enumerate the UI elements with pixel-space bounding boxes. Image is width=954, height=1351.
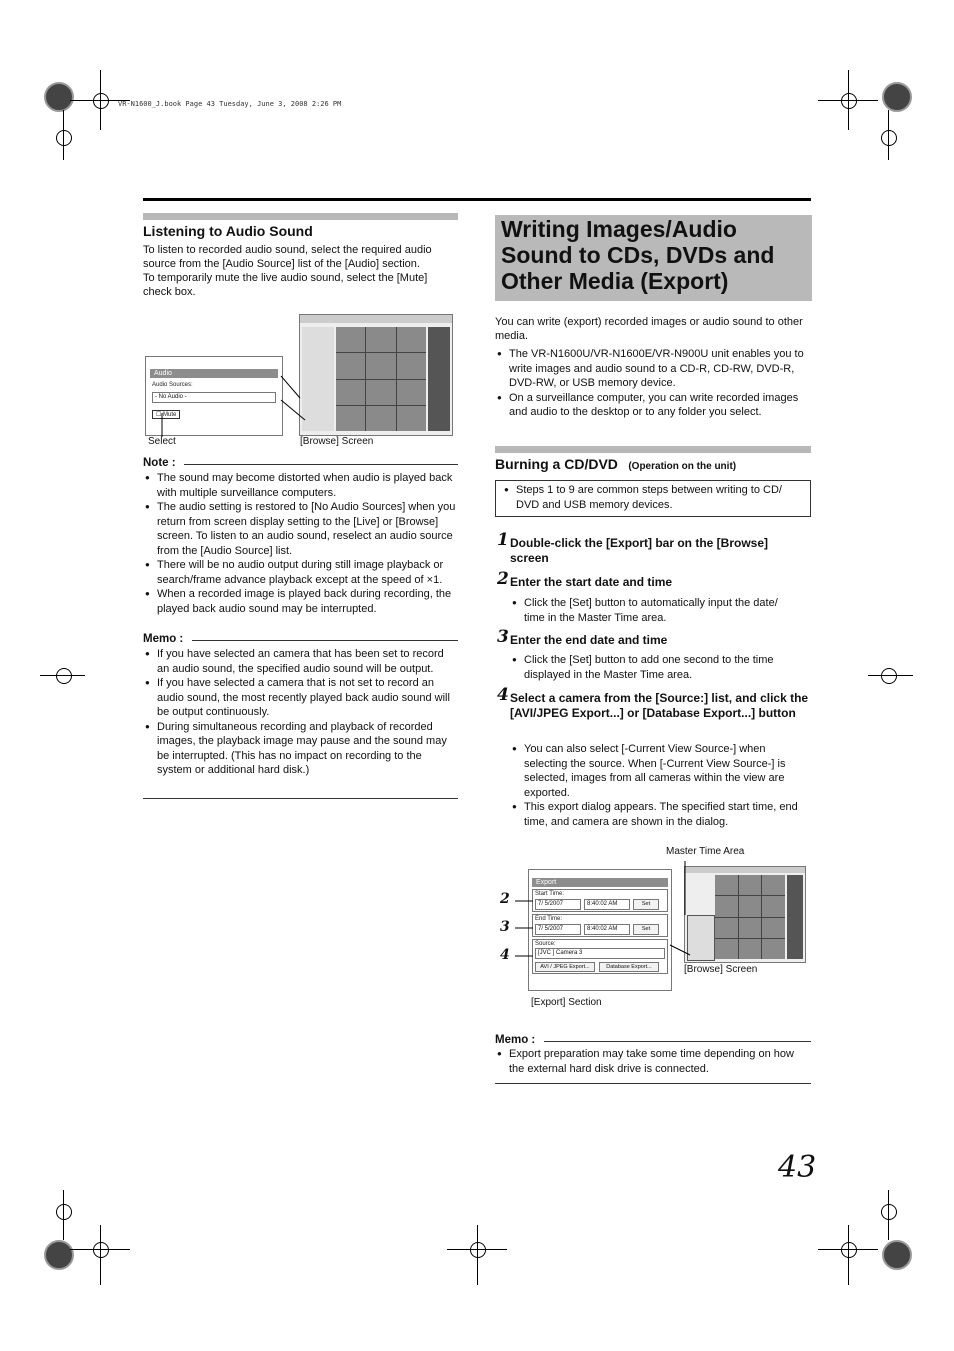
memo-label-right: Memo : [495, 1034, 536, 1046]
export-intro: You can write (export) recorded images or audio sound to other media. [495, 316, 803, 342]
start-time-field[interactable]: 8:40:02 AM [584, 899, 630, 910]
mute-checkbox[interactable]: ☐ Mute [152, 410, 180, 419]
callout-4: 4 [500, 947, 510, 963]
note-item: ● The audio setting is restored to [No Audio Sources] when you return from screen display setting to the [Live] or [Browse] screen. To listen to an audio sound, reselect an audio source from the [Audio Source] list. [143, 500, 458, 558]
caption-browse-screen-2: [Browse] Screen [684, 964, 758, 975]
main-title: Writing Images/Audio Sound to CDs, DVDs and Other Media (Export) [501, 216, 775, 294]
caption-master-time: Master Time Area [666, 846, 745, 857]
end-set-button[interactable]: Set [633, 924, 659, 935]
crosshair-icon [93, 1242, 109, 1258]
panel-title: Audio [150, 369, 278, 378]
registration-circle-icon [44, 1240, 74, 1270]
start-set-button[interactable]: Set [633, 899, 659, 910]
section-bar [143, 213, 458, 220]
step-number: 3 [497, 627, 509, 647]
memo-end-rule-right [495, 1083, 811, 1084]
export-panel-title: Export [532, 878, 668, 887]
subsection-bar [495, 446, 811, 453]
memo-rule-right [544, 1041, 811, 1042]
crosshair-icon [881, 1204, 897, 1220]
intro-text: To listen to recorded audio sound, select the required audio source from the [Audio Source] list of the [Audio] section. To temporarily mute the live audio sound, select the [Mute] check box. [143, 244, 432, 298]
crosshair-icon [841, 1242, 857, 1258]
memo-list-right [495, 1047, 811, 1076]
subsection-title [495, 456, 736, 474]
step-bullet: ● You can also select [-Current View Source-] when selecting the source. When [-Current View Source-] is selected, images from all cameras within the view are exported. [510, 742, 810, 800]
source-label: Source: [535, 941, 556, 947]
page-number: 43 [778, 1150, 817, 1185]
step-text: Enter the start date and time [510, 575, 673, 589]
crosshair-icon [881, 130, 897, 146]
step-bullet: ● Click the [Set] button to add one second to the time displayed in the Master Time area. [510, 653, 800, 682]
caption-browse-screen: [Browse] Screen [300, 436, 374, 447]
crosshair-icon [470, 1242, 486, 1258]
mute-label: Mute [163, 412, 177, 418]
step-bullet: ● This export dialog appears. The specified start time, end time, and camera are shown in the dialog. [510, 800, 810, 829]
common-steps-text: ● Steps 1 to 9 are common steps between writing to CD/ DVD and USB memory devices. [502, 483, 804, 512]
book-file-line: VR-N1600_J.book Page 43 Tuesday, June 3, 2008 2:26 PM [118, 100, 342, 108]
export-bullet: ● The VR-N1600U/VR-N1600E/VR-N900U unit enables you to write images and audio sound to a CD-R, CD-RW, DVD-R, DVD-RW, or USB memory device. [495, 347, 811, 391]
step-text: Enter the end date and time [510, 633, 668, 647]
callout-lines [140, 340, 310, 440]
note-item: ● When a recorded image is played back during recording, the played back audio sound may be interrupted. [143, 587, 458, 616]
step-text: Select a camera from the [Source:] list, and click the [AVI/JPEG Export...] or [Database Export...] button [510, 691, 809, 720]
export-bullets [495, 347, 811, 420]
start-time-label: Start Time: [535, 891, 565, 897]
memo-label: Memo : [143, 633, 184, 645]
panel-label: Audio Sources: [152, 382, 193, 388]
memo-item: ● During simultaneous recording and playback of recorded images, the playback image may pause and the sound may be interrupted. (This has no impact on recording to the system or additional hard disk.) [143, 720, 458, 778]
export-bullet: ● On a surveillance computer, you can write recorded images and audio to the desktop or to any folder you select. [495, 391, 811, 420]
operation-note: (Operation on the unit) [628, 461, 737, 472]
note-item: ● The sound may become distorted when audio is played back with multiple surveillance computers. [143, 471, 458, 500]
crosshair-icon [881, 668, 897, 684]
note-item: ● There will be no audio output during still image playback or search/frame advance playback except at the speed of ×1. [143, 558, 458, 587]
crosshair-icon [56, 130, 72, 146]
source-select[interactable]: [JVC ] Camera 3 [535, 948, 665, 959]
step-number: 1 [497, 530, 509, 550]
registration-circle-icon [882, 82, 912, 112]
avi-jpeg-export-button[interactable]: AVI / JPEG Export... [535, 962, 595, 972]
memo-list [143, 647, 458, 778]
registration-circle-icon [44, 82, 74, 112]
start-date-field[interactable]: 7/ 5/2007 [535, 899, 581, 910]
step-bullet: ● Click the [Set] button to automatically input the date/ time in the Master Time area. [510, 596, 800, 625]
crosshair-icon [56, 1204, 72, 1220]
end-date-field[interactable]: 7/ 5/2007 [535, 924, 581, 935]
note-list [143, 471, 458, 616]
note-label: Note : [143, 457, 176, 469]
main-title-box [495, 215, 812, 301]
common-steps-box [495, 480, 811, 517]
top-rule [143, 198, 811, 201]
browse-screen-screenshot [299, 314, 453, 436]
burning-title: Burning a CD/DVD [495, 456, 618, 472]
crosshair-icon [56, 668, 72, 684]
memo-rule [192, 640, 458, 641]
memo-item: ● If you have selected a camera that is not set to record an audio sound, the most recently played back audio sound will be output continuously. [143, 676, 458, 720]
section-title: Listening to Audio Sound [143, 223, 313, 239]
audio-source-select[interactable]: - No Audio - [152, 392, 276, 403]
crosshair-icon [841, 93, 857, 109]
caption-export-section: [Export] Section [531, 997, 602, 1008]
memo-item: ● If you have selected an camera that has been set to record an audio sound, the specified audio sound will be output. [143, 647, 458, 676]
crosshair-icon [93, 93, 109, 109]
end-time-field[interactable]: 8:40:02 AM [584, 924, 630, 935]
export-callout-lines [505, 855, 705, 965]
memo-item-right: ● Export preparation may take some time depending on how the external hard disk drive is connected. [495, 1047, 811, 1076]
note-rule [184, 464, 458, 465]
step-text: Double-click the [Export] bar on the [Browse] screen [510, 536, 769, 565]
callout-3: 3 [500, 919, 510, 935]
registration-circle-icon [882, 1240, 912, 1270]
memo-end-rule [143, 798, 458, 799]
end-time-label: End Time: [535, 916, 563, 922]
caption-select: Select [148, 436, 176, 447]
step-number: 4 [497, 685, 509, 705]
step-number: 2 [497, 569, 509, 589]
database-export-button[interactable]: Database Export... [599, 962, 659, 972]
callout-2: 2 [500, 891, 510, 907]
